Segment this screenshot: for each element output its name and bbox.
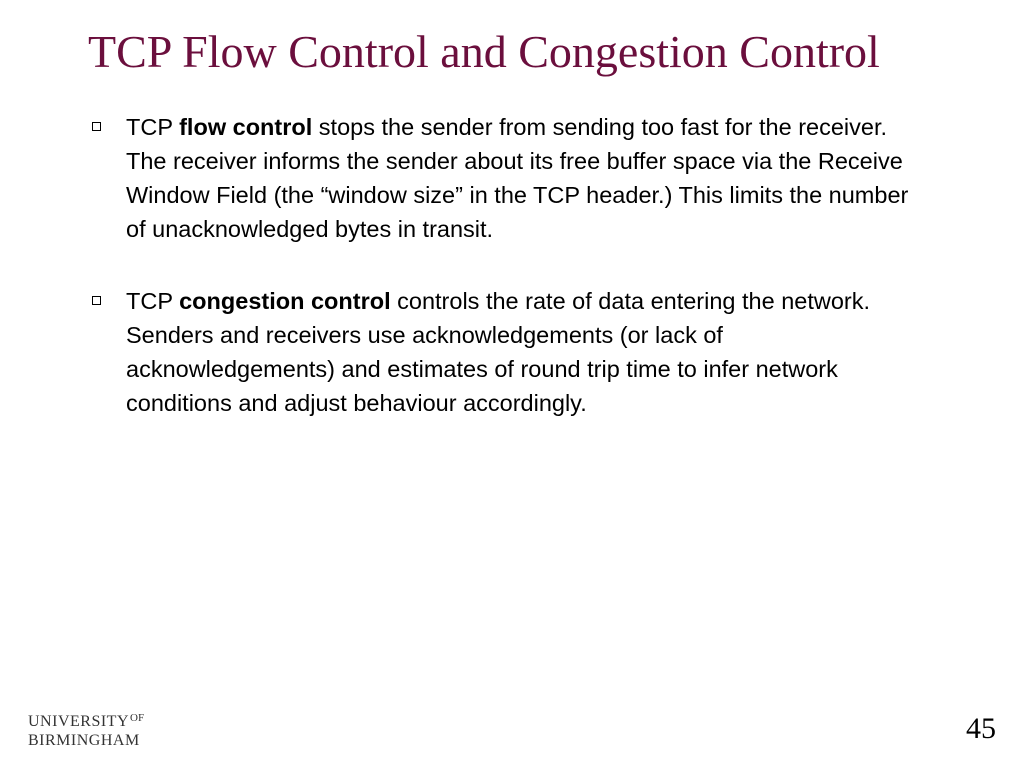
university-logo	[28, 709, 144, 750]
bullet-prefix: TCP	[126, 288, 180, 314]
bullet-emphasis: congestion control	[179, 288, 391, 314]
slide-title: TCP Flow Control and Congestion Control	[88, 26, 880, 77]
bullet-item-congestion-control	[92, 284, 922, 420]
logo-of-text: OF	[130, 712, 145, 724]
bullet-prefix: TCP	[126, 114, 180, 140]
bullet-text: stops the sender from sending too fast for the receiver. The receiver informs the sender about its free buffer space via the Receive Window Field (the “window size” in the TCP header.) This limits the number of unacknowledged bytes in transit.	[126, 114, 909, 242]
bullet-item-flow-control	[92, 110, 922, 246]
bullet-emphasis: flow control	[179, 114, 313, 140]
hollow-square-icon	[92, 296, 101, 305]
bullet-text: controls the rate of data entering the network. Senders and receivers use acknowledgements (or lack of acknowledgements) and estimates of round trip time to infer network conditions and adjust behaviour accordingly.	[126, 288, 871, 416]
logo-university-text: UNIVERSITY	[28, 713, 129, 730]
bullet-list	[92, 110, 922, 458]
logo-line-1	[28, 709, 144, 731]
page-number: 45	[966, 712, 996, 745]
logo-birmingham-text: BIRMINGHAM	[28, 732, 140, 749]
hollow-square-icon	[92, 122, 101, 131]
